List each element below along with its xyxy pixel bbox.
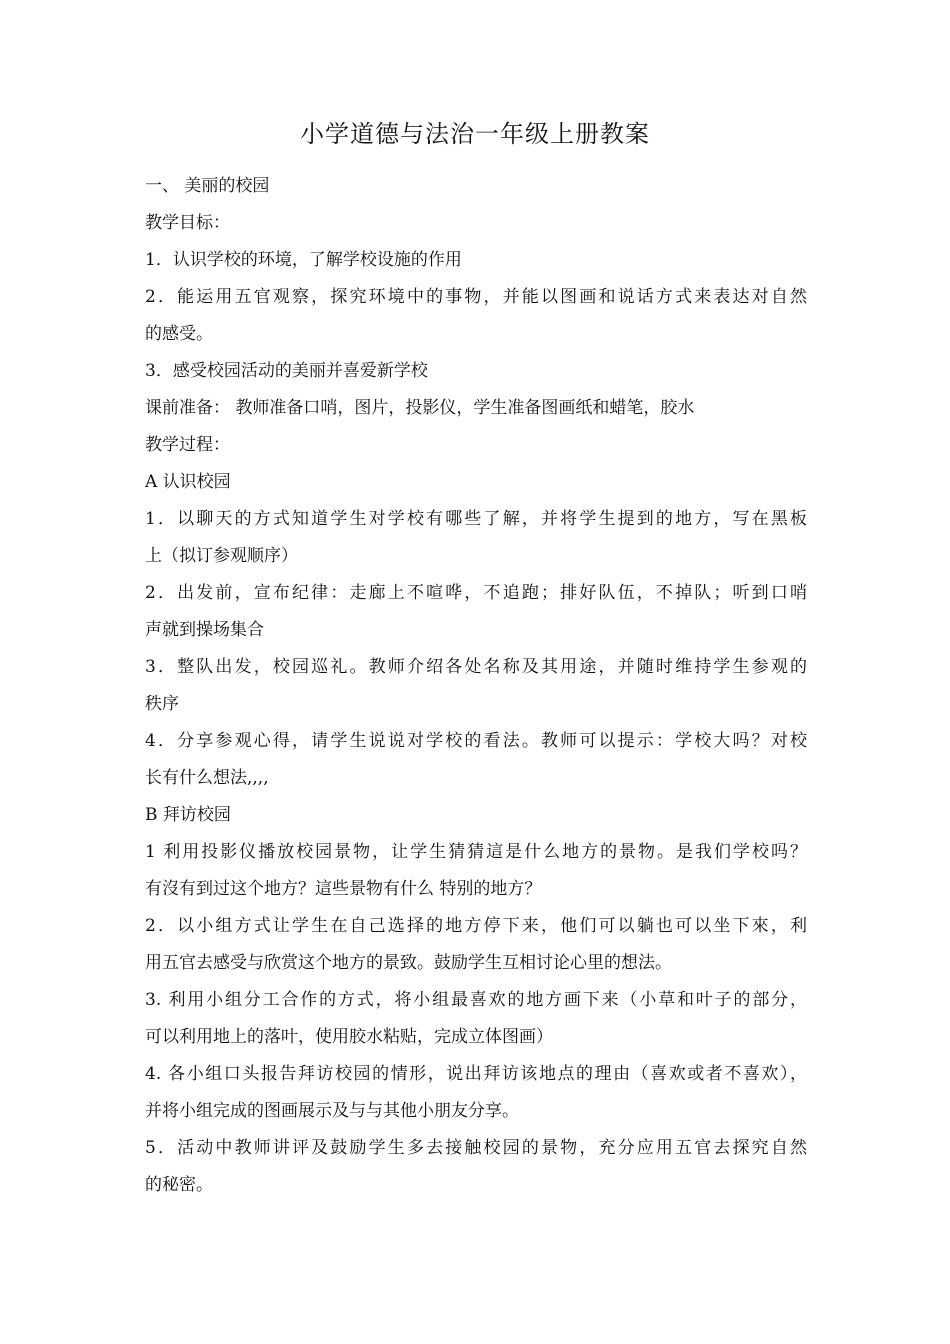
paragraph-line: 上（拟订参观顺序）	[145, 546, 298, 566]
paragraph-line: 长有什么想法,,,,	[145, 768, 269, 788]
document-body	[145, 168, 807, 1204]
paragraph-line: 可以利用地上的落叶，使用胶水粘贴，完成立体图画）	[145, 1027, 553, 1047]
paragraph-line: 3．整队出发，校园巡礼。教师介绍各处名称及其用途，并随时维持学生参观的	[145, 657, 807, 677]
paragraph-line: 的秘密。	[145, 1175, 213, 1195]
paragraph-line: 教学过程：	[145, 435, 230, 455]
paragraph-line: 的感受。	[145, 324, 213, 344]
paragraph-line: 1．以聊天的方式知道学生对学校有哪些了解，并将学生提到的地方，写在黑板	[145, 509, 807, 529]
paragraph-line: 教学目标：	[145, 213, 230, 233]
paragraph-line: 3. 利用小组分工合作的方式，将小组最喜欢的地方画下来（小草和叶子的部分，	[145, 990, 807, 1010]
paragraph-line: 用五官去感受与欣赏这个地方的景致。鼓励学生互相讨论心里的想法。	[145, 953, 672, 973]
section-heading: 一、 美丽的校园	[145, 176, 270, 196]
paragraph-line: 声就到操场集合	[145, 620, 264, 640]
paragraph-line: 有沒有到过这个地方？這些景物有什么 特别的地方？	[145, 879, 542, 899]
paragraph-line: 1．认识学校的环境，了解学校设施的作用	[145, 250, 462, 270]
paragraph-line: 5．活动中教师讲评及鼓励学生多去接触校园的景物，充分应用五官去探究自然	[145, 1138, 807, 1158]
paragraph-line: 1 利用投影仪播放校园景物，让学生猜猜這是什么地方的景物。是我们学校吗？	[145, 842, 807, 862]
document-title: 小学道德与法治一年级上册教案	[300, 120, 650, 148]
paragraph-line: 2．出发前，宣布纪律：走廊上不喧哗，不追跑；排好队伍，不掉队；听到口哨	[145, 583, 807, 603]
paragraph-line: 2．以小组方式让学生在自己选择的地方停下来，他们可以躺也可以坐下來，利	[145, 916, 807, 936]
paragraph-line: 4．分享参观心得，请学生说说对学校的看法。教师可以提示：学校大吗？对校	[145, 731, 807, 751]
paragraph-line: 4. 各小组口头报告拜访校园的情形，说出拜访该地点的理由（喜欢或者不喜欢），	[145, 1064, 807, 1084]
paragraph-line: 3．感受校园活动的美丽并喜爱新学校	[145, 361, 428, 381]
subsection-heading: B 拜访校园	[145, 805, 231, 825]
paragraph-line: 并将小组完成的图画展示及与与其他小朋友分享。	[145, 1101, 519, 1121]
paragraph-line: 秩序	[145, 694, 179, 714]
subsection-heading: A 认识校园	[145, 472, 231, 492]
paragraph-line: 2．能运用五官观察，探究环境中的事物，并能以图画和说话方式来表达对自然	[145, 287, 807, 307]
paragraph-line: 课前准备： 教师准备口哨，图片，投影仪，学生准备图画纸和蜡笔，胶水	[145, 398, 695, 418]
